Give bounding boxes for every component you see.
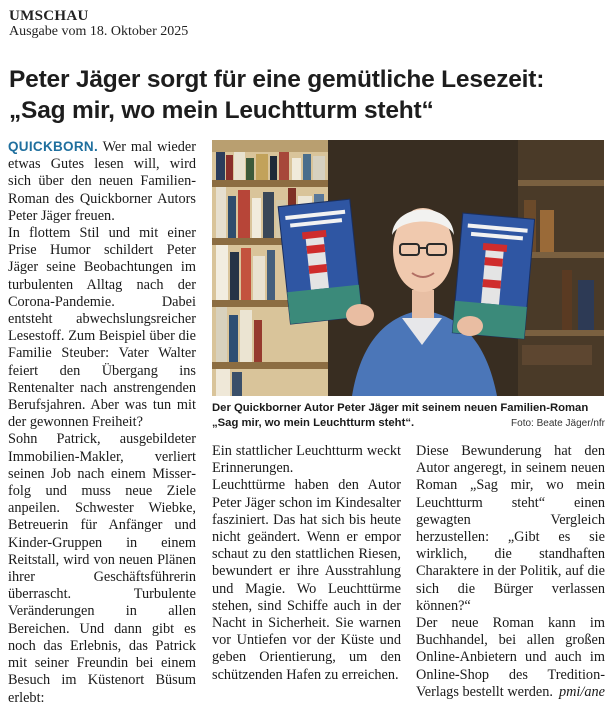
article-paragraph-6: Diese Bewunderung hat den Autor angeregt, in seinem neuen Roman „Sag mir, wo mein Leuchtturm steht“ einen gewagten Vergleich herzustellen: „Gibt es sie wirklich, die standhaften Charaktere in der Politik, auf die sich die Bürger verlassen können?“ xyxy=(416,443,605,614)
article-paragraph-1-text: Wer mal wieder etwas Gutes lesen will, wird sich über den neuen Familien-Roman des Quickborner Autors Peter Jäger freuen. xyxy=(8,139,196,224)
photo-credit: Foto: Beate Jäger/nfr xyxy=(511,418,605,429)
caption-line-2: „Sag mir, wo mein Leuchtturm steht“. xyxy=(212,417,415,429)
article-photo xyxy=(212,140,604,396)
article-paragraph-1 xyxy=(8,138,196,225)
article-paragraph-4: Ein stattlicher Leuchtturm weckt Erinnerungen. xyxy=(212,443,401,477)
headline-line-1: Peter Jäger sorgt für eine gemütliche Lesezeit: xyxy=(9,66,545,93)
section-name: UMSCHAU xyxy=(9,8,89,24)
photo-caption xyxy=(212,401,605,431)
headline xyxy=(9,64,605,126)
article-column-1 xyxy=(8,138,196,707)
dateline: QUICKBORN. xyxy=(8,139,98,154)
article-paragraph-5: Leuchttürme haben den Autor Peter Jäger schon im Kindesalter fasziniert. Das hat sich bis heute nicht geändert. Wenn er empor schaut zu den stattlichen Riesen, bewundert er ihre Ausstrahlung und Magie. Wo Leuchttürme stehen, sind Schiffe auch in der Nacht in Sicherheit. Sie warnen vor Untiefen vor der Küste und geben Orientierung, um den schützenden Hafen zu erreichen. xyxy=(212,477,401,683)
article-paragraph-7 xyxy=(416,615,605,701)
article-paragraph-2: In flottem Stil und mit einer Prise Humor schildert Peter Jäger seine Beobachtungen im turbulenten Alltag nach der Corona-Pandemie. Dabei entsteht abwechslungsreicher Lesestoff. Zum Beispiel über die Familie Steuber: Vater Walter feiert den Übergang ins Rentenalter nach anstrengenden Berufsjahren. Aber was tun mit der gewonnen Freiheit? xyxy=(8,225,196,431)
article-paragraph-7-text: Der neue Roman kann im Buchhandel, bei allen großen Online-Anbietern und auch im Online-Shop des Tredition-Verlags bestellt werden. xyxy=(416,615,605,700)
headline-line-2: „Sag mir, wo mein Leuchtturm steht“ xyxy=(9,97,434,124)
masthead xyxy=(9,8,188,40)
article-column-2 xyxy=(212,443,401,684)
caption-line-1: Der Quickborner Autor Peter Jäger mit seinem neuen Familien-Roman xyxy=(212,402,589,414)
edition-date: Ausgabe vom 18. Oktober 2025 xyxy=(9,24,189,39)
author-portrait-image xyxy=(212,140,604,396)
article-column-3 xyxy=(416,443,605,701)
article-paragraph-3: Sohn Patrick, ausgebildeter Immobilien-Makler, verliert seinen Job nach einem Misserfolg und muss neue Ziele anpeilen. Schwester Wiebke, Betreuerin für Anfänger und Kinder-Gruppen in einem Reitstall, wird von neuen Plänen ihrer Geschäftsführerin überrascht. Turbulente Veränderungen in allen Bereichen. Und dann gibt es noch das Erlebnis, das Patrick mit seiner Freundin bei einem Besuch im Küstenort Büsum erlebt: xyxy=(8,431,196,706)
author-signature: pmi/ane xyxy=(558,683,605,700)
